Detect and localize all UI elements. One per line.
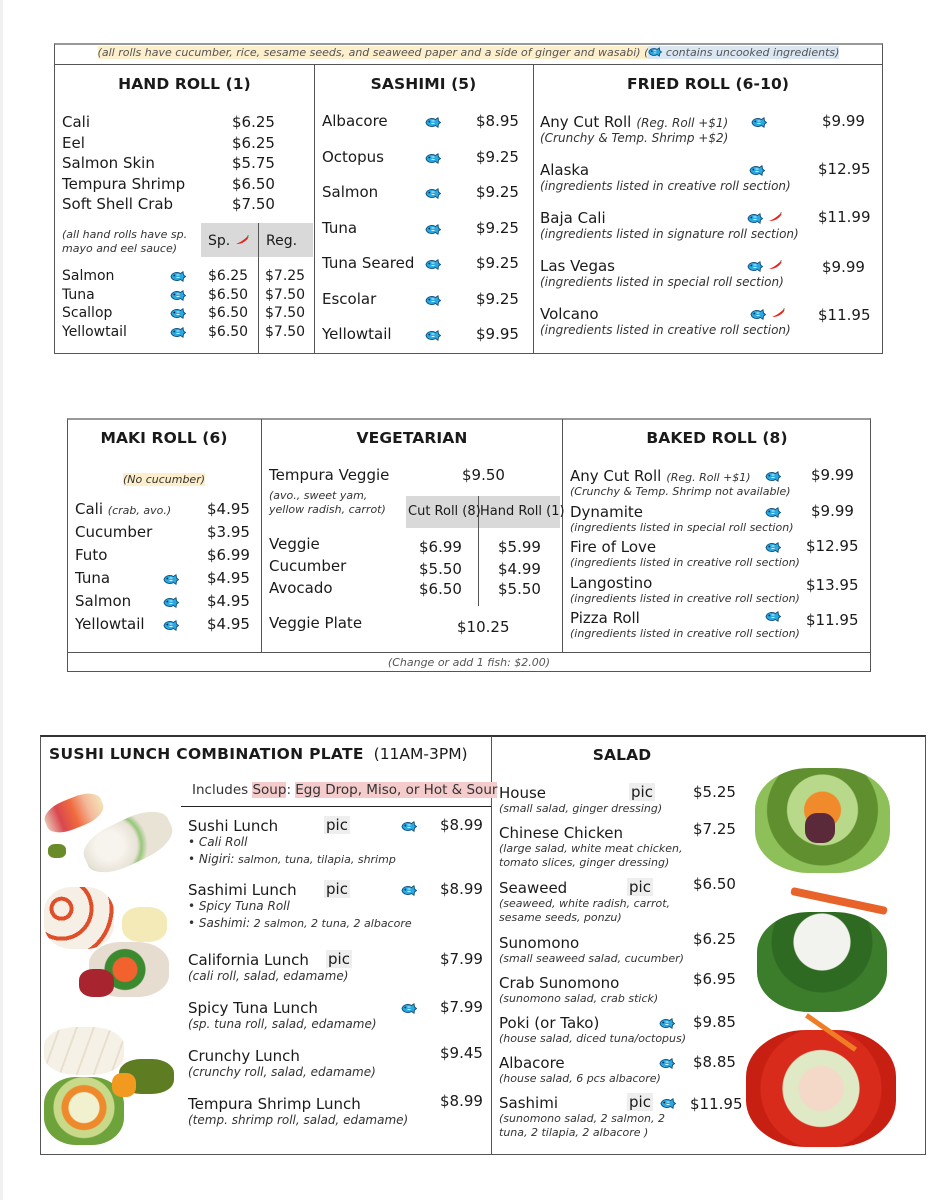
- list-item: [322, 290, 527, 326]
- item-note: (crunchy roll, salad, edamame): [188, 1065, 376, 1079]
- list-item: [62, 286, 312, 305]
- fish-icon: [659, 1018, 675, 1029]
- col-spicy: [208, 233, 249, 249]
- item-note: (ingredients listed in creative roll section): [570, 556, 800, 569]
- item-price: $9.99: [822, 112, 865, 130]
- item-price: $9.85: [693, 1013, 736, 1031]
- hand-price: $5.99: [498, 538, 541, 556]
- fried-roll-title: FRIED ROLL (6-10): [626, 75, 790, 93]
- item-name: Yellowtail: [322, 325, 392, 343]
- item-note: (ingredients listed in signature roll section): [540, 227, 799, 241]
- item-name: Cali: [75, 500, 104, 518]
- pepper-icon: [235, 235, 249, 245]
- california-roll-salad-edamame-photo: [44, 1027, 174, 1147]
- list-item: [322, 148, 527, 184]
- item-name: Avocado: [269, 579, 333, 597]
- salad-list: [499, 783, 749, 1148]
- list-item: [62, 112, 302, 133]
- sashimi-salad-photo: [746, 1025, 896, 1147]
- list-item: [540, 208, 875, 256]
- item-name: Sashimi Lunch: [188, 881, 297, 899]
- list-item: [62, 153, 302, 174]
- item-note: (ingredients listed in special roll section): [540, 275, 784, 289]
- item-name: Tuna: [322, 218, 358, 237]
- col-cut-roll: Cut Roll (8): [408, 504, 481, 519]
- hand-roll-title: HAND ROLL (1): [118, 75, 251, 93]
- item-name: Albacore: [322, 112, 388, 130]
- item-price: $13.95: [806, 575, 859, 594]
- fish-icon: [765, 507, 781, 518]
- item-name: Seaweed: [499, 879, 568, 897]
- list-item: [188, 1094, 488, 1142]
- col-spicy-label: Sp.: [208, 233, 231, 249]
- list-item: [62, 133, 302, 154]
- list-item: [269, 557, 559, 579]
- regular-price: $7.50: [265, 323, 306, 340]
- item-name: Yellowtail: [62, 323, 127, 340]
- item-name: Tuna: [62, 286, 95, 303]
- item-note: (cali roll, salad, edamame): [188, 969, 349, 983]
- item-price: $9.25: [476, 289, 519, 308]
- item-price: $5.25: [693, 783, 736, 801]
- list-item: [75, 615, 255, 638]
- item-name: Crunchy Lunch: [188, 1047, 300, 1065]
- fish-icon: [765, 471, 781, 482]
- soup-includes: [192, 782, 497, 798]
- item-price: $11.95: [690, 1095, 743, 1113]
- notice-text: (all rolls have cucumber, rice, sesame seeds, and seaweed paper and a side of ginger and wasabi) (: [97, 46, 649, 59]
- item-name: Dynamite: [570, 502, 644, 521]
- fish-icon: [401, 821, 417, 832]
- page-edge: [0, 0, 3, 1200]
- spicy-price: $6.50: [208, 305, 249, 321]
- fish-icon: [659, 1058, 675, 1069]
- list-item: [540, 256, 875, 304]
- fish-icon: [163, 574, 179, 585]
- list-item: [75, 569, 255, 592]
- item-price: $9.45: [440, 1044, 483, 1062]
- pic-link[interactable]: pic: [629, 878, 651, 896]
- item-price: $6.25: [232, 113, 275, 131]
- item-name: Volcano: [540, 305, 599, 323]
- fish-icon: [425, 153, 441, 164]
- list-item: [499, 930, 749, 973]
- item-name: Poki (or Tako): [499, 1014, 600, 1032]
- item-note: (Crunchy & Temp. Shrimp not available): [570, 485, 791, 498]
- maki-note-wrap: [67, 468, 261, 487]
- item-name: Any Cut Roll: [540, 113, 632, 131]
- item-name: Sushi Lunch: [188, 817, 279, 835]
- item-note: (large salad, white meat chicken, tomato slices, ginger dressing): [499, 842, 683, 869]
- tempura-veggie-name: Tempura Veggie: [269, 466, 390, 484]
- item-price: $6.95: [693, 970, 736, 988]
- line-label: • Sashimi:: [188, 916, 251, 930]
- item-price: $7.99: [440, 998, 483, 1016]
- seaweed-salad-photo: [752, 887, 892, 1017]
- item-name: Cali: [62, 113, 91, 131]
- item-name: Baja Cali: [540, 209, 606, 227]
- item-price: $8.85: [693, 1053, 736, 1071]
- item-price: $6.25: [693, 930, 736, 948]
- pic-link[interactable]: pic: [629, 1093, 651, 1111]
- divider: [261, 419, 262, 652]
- list-item: [322, 219, 527, 255]
- list-item: [570, 608, 865, 644]
- list-item: [269, 535, 559, 557]
- item-extra: (crab, avo.): [107, 504, 172, 517]
- list-item: [570, 466, 865, 502]
- list-item: [188, 998, 488, 1046]
- hand-roll-fish-list: [62, 267, 312, 341]
- pic-link[interactable]: pic: [631, 783, 653, 801]
- list-item: [75, 592, 255, 615]
- item-price: $8.95: [476, 112, 519, 130]
- list-item: [62, 194, 302, 215]
- list-item: [499, 1013, 749, 1053]
- fish-icon: [425, 330, 441, 341]
- item-price: $3.95: [207, 523, 250, 541]
- fish-icon: [425, 224, 441, 235]
- item-price: $11.95: [818, 306, 871, 324]
- lunch-title: SUSHI LUNCH COMBINATION PLATE: [49, 745, 364, 763]
- item-note: (Crunchy & Temp. Shrimp +$2): [540, 131, 729, 145]
- item-note: (ingredients listed in special roll section): [570, 520, 794, 534]
- item-price: $12.95: [806, 537, 859, 555]
- item-price: $6.25: [232, 133, 275, 152]
- fish-icon: [425, 117, 441, 128]
- list-item: [62, 304, 312, 323]
- includes-soup: Soup: [252, 782, 287, 798]
- item-name: Salmon Skin: [62, 154, 155, 172]
- item-name: Pizza Roll: [570, 609, 640, 627]
- regular-price: $7.50: [265, 305, 306, 321]
- item-name: Any Cut Roll: [570, 467, 662, 485]
- legend-text: contains uncooked ingredients): [665, 46, 840, 59]
- item-name: Eel: [62, 133, 85, 152]
- item-note: (temp. shrimp roll, salad, edamame): [188, 1113, 409, 1127]
- fish-icon: [163, 620, 179, 631]
- item-price: $6.50: [693, 875, 736, 893]
- item-price: $9.25: [476, 254, 519, 272]
- regular-price: $7.50: [265, 286, 306, 303]
- fish-icon: [170, 308, 186, 319]
- fish-icon: [749, 165, 765, 176]
- lunch-list: [188, 816, 488, 1142]
- fish-icon: [170, 271, 186, 282]
- item-price: $5.75: [232, 154, 275, 172]
- vegetarian-footer: (Change or add 1 fish: $2.00): [387, 656, 551, 669]
- fish-icon: [401, 1003, 417, 1014]
- fish-icon: [163, 597, 179, 608]
- includes-colon: :: [286, 782, 296, 798]
- notice-legend: [648, 46, 839, 59]
- item-note: (small seaweed salad, cucumber): [499, 952, 684, 965]
- divider: [314, 64, 315, 354]
- item-name: Cucumber: [269, 557, 347, 575]
- list-item: [540, 112, 875, 160]
- item-name: Octopus: [322, 147, 384, 166]
- fish-icon: [401, 885, 417, 896]
- hand-price: $4.99: [498, 560, 541, 578]
- item-price: $6.50: [232, 174, 275, 193]
- list-item: [62, 323, 312, 342]
- includes-prefix: Includes: [192, 782, 253, 798]
- list-item: [322, 112, 527, 148]
- list-item: [322, 183, 527, 219]
- list-item: [322, 254, 527, 290]
- item-price: $9.25: [476, 147, 519, 166]
- item-name: Futo: [75, 546, 108, 564]
- maki-roll-title: MAKI ROLL (6): [100, 429, 228, 447]
- hand-roll-note: (all hand rolls have sp. mayo and eel sauce): [62, 228, 188, 255]
- item-name: Tempura Shrimp: [62, 174, 186, 193]
- item-name: Sunomono: [499, 934, 580, 952]
- list-item: [499, 970, 749, 1013]
- item-price: $8.99: [440, 1092, 483, 1110]
- list-item: [75, 523, 255, 546]
- item-price: $11.95: [806, 611, 859, 629]
- item-price: $9.25: [476, 183, 519, 201]
- pic-link[interactable]: pic: [326, 816, 348, 834]
- pic-link[interactable]: pic: [328, 950, 350, 968]
- item-price: $7.50: [232, 195, 275, 213]
- fish-icon: [425, 188, 441, 199]
- item-note: (house salad, diced tuna/octopus): [499, 1032, 687, 1045]
- notice-line: [54, 46, 883, 59]
- item-name: Sashimi: [499, 1094, 558, 1112]
- list-item: [499, 820, 749, 878]
- item-name: Veggie: [269, 535, 320, 553]
- list-item: [188, 1046, 488, 1094]
- sashimi-spicy-tuna-photo: [44, 887, 174, 1002]
- item-name: Scallop: [62, 305, 113, 321]
- divider: [533, 64, 534, 354]
- divider: [181, 806, 491, 807]
- item-name: Soft Shell Crab: [62, 195, 174, 213]
- list-item: [188, 816, 488, 880]
- pepper-icon: [768, 212, 782, 222]
- item-name: Crab Sunomono: [499, 974, 620, 992]
- item-price: $11.99: [818, 208, 871, 226]
- item-name: Escolar: [322, 289, 377, 308]
- fish-icon: [170, 327, 186, 338]
- list-item: [570, 502, 865, 538]
- divider: [562, 419, 563, 652]
- veggie-plate-name: Veggie Plate: [269, 614, 363, 632]
- maki-note: (No cucumber): [122, 473, 206, 486]
- list-item: [188, 950, 488, 998]
- lunch-header: [49, 745, 468, 763]
- item-note: (sunomono salad, crab stick): [499, 992, 659, 1005]
- item-name: Cucumber: [75, 523, 153, 541]
- item-name: Langostino: [570, 573, 653, 592]
- item-price: $4.95: [207, 615, 250, 633]
- fish-icon: [747, 261, 763, 272]
- sashimi-list: [322, 112, 527, 361]
- fish-icon: [747, 213, 763, 224]
- item-price: $12.95: [818, 160, 871, 178]
- line-text: 2 salmon, 2 tuna, 2 albacore: [250, 917, 412, 930]
- fish-icon: [751, 117, 767, 128]
- item-line: [188, 914, 488, 931]
- item-price: $6.99: [207, 546, 250, 564]
- list-item: [62, 267, 312, 286]
- item-price: $9.99: [822, 258, 865, 276]
- col-regular: Reg.: [266, 233, 298, 249]
- includes-options: Egg Drop, Miso, or Hot & Sour: [295, 782, 498, 798]
- col-hand-roll: Hand Roll (1): [480, 504, 565, 519]
- salad-title: SALAD: [592, 746, 652, 764]
- item-note: (small salad, ginger dressing): [499, 802, 663, 815]
- list-item: [322, 325, 527, 361]
- item-price: $9.95: [476, 325, 519, 343]
- divider: [68, 652, 870, 653]
- item-note: (ingredients listed in creative roll section): [570, 627, 800, 640]
- item-note: (sp. tuna roll, salad, edamame): [188, 1017, 377, 1031]
- tempura-veggie-note: (avo., sweet yam, yellow radish, carrot): [269, 489, 386, 516]
- list-item: [540, 304, 875, 352]
- item-note: (seaweed, white radish, carrot, sesame seeds, ponzu): [499, 897, 671, 924]
- list-item: [570, 573, 865, 609]
- list-item: [269, 579, 559, 601]
- list-item: [499, 1053, 749, 1093]
- item-line: • Spicy Tuna Roll: [188, 899, 290, 913]
- fish-icon: [750, 309, 766, 320]
- item-name: Albacore: [499, 1054, 565, 1072]
- item-price: $4.95: [207, 592, 250, 610]
- list-item: [75, 546, 255, 569]
- vegetarian-list: [269, 535, 559, 601]
- tempura-veggie-price: $9.50: [462, 466, 505, 484]
- item-price: $9.99: [811, 466, 854, 484]
- item-price: $9.99: [811, 501, 854, 520]
- fish-icon: [765, 611, 781, 622]
- baked-roll-list: [570, 466, 865, 644]
- fish-icon: [765, 542, 781, 553]
- house-salad-photo: [750, 758, 895, 878]
- spicy-price: $6.50: [208, 286, 249, 303]
- vegetarian-title: VEGETARIAN: [356, 429, 468, 447]
- baked-roll-title: BAKED ROLL (8): [646, 429, 788, 447]
- item-name: California Lunch: [188, 951, 309, 969]
- list-item: [62, 174, 302, 195]
- line-text: salmon, tuna, tilapia, shrimp: [234, 853, 396, 866]
- item-name: Salmon: [322, 183, 379, 201]
- item-name: Tuna: [75, 569, 111, 587]
- fish-icon: [425, 295, 441, 306]
- maki-roll-list: [75, 500, 255, 638]
- lunch-hours: (11AM-3PM): [373, 745, 468, 763]
- spicy-price: $6.50: [208, 323, 249, 340]
- fried-roll-list: [540, 112, 875, 352]
- item-name: Chinese Chicken: [499, 824, 623, 842]
- item-price: $7.99: [440, 950, 483, 968]
- item-name: Spicy Tuna Lunch: [188, 999, 318, 1017]
- list-item: [499, 875, 749, 933]
- item-note: (ingredients listed in creative roll section): [570, 591, 800, 605]
- item-note: (ingredients listed in creative roll section): [540, 323, 791, 337]
- item-name: Salmon: [75, 592, 132, 610]
- item-note: (sunomono salad, 2 salmon, 2 tuna, 2 tilapia, 2 albacore ): [499, 1112, 666, 1139]
- item-name: Tuna Seared: [322, 254, 415, 272]
- sushi-nigiri-cali-roll-photo: [44, 778, 174, 878]
- item-price: $7.25: [693, 820, 736, 838]
- item-price: $8.99: [440, 816, 483, 834]
- item-name: Tempura Shrimp Lunch: [188, 1095, 361, 1113]
- sashimi-title: SASHIMI (5): [370, 75, 477, 93]
- veggie-plate-price: $10.25: [457, 618, 510, 636]
- list-item: [540, 160, 875, 208]
- item-name: House: [499, 784, 547, 802]
- divider: [55, 64, 882, 65]
- cut-price: $6.50: [419, 580, 462, 598]
- item-price: $8.99: [440, 880, 483, 898]
- cut-price: $5.50: [419, 560, 462, 578]
- item-name: Las Vegas: [540, 257, 615, 275]
- list-item: [499, 1093, 749, 1148]
- spicy-price: $6.25: [208, 268, 249, 284]
- list-item: [75, 500, 255, 523]
- item-extra: (Reg. Roll +$1): [636, 116, 729, 130]
- item-line: [188, 850, 488, 867]
- fish-icon: [170, 290, 186, 301]
- list-item: [570, 537, 865, 573]
- item-extra: (Reg. Roll +$1): [666, 471, 751, 484]
- item-price: $4.95: [207, 500, 250, 518]
- item-name: Alaska: [540, 161, 590, 179]
- hand-price: $5.50: [498, 580, 541, 598]
- item-price: $4.95: [207, 569, 250, 587]
- pepper-icon: [768, 260, 782, 270]
- item-note: (ingredients listed in creative roll section): [540, 179, 791, 193]
- divider: [491, 736, 492, 1154]
- list-item: [188, 880, 488, 950]
- hand-roll-list: [62, 112, 302, 215]
- regular-price: $7.25: [265, 268, 306, 284]
- line-label: • Nigiri:: [188, 852, 235, 866]
- pepper-icon: [771, 308, 785, 318]
- item-name: Yellowtail: [75, 615, 145, 633]
- item-name: Fire of Love: [570, 538, 657, 556]
- fish-icon: [660, 1098, 676, 1109]
- list-item: [499, 783, 749, 823]
- item-name: Salmon: [62, 268, 115, 284]
- item-note: (house salad, 6 pcs albacore): [499, 1072, 661, 1085]
- pic-link[interactable]: pic: [326, 880, 348, 898]
- item-price: $9.25: [476, 218, 519, 237]
- fish-icon: [648, 47, 662, 57]
- fish-icon: [425, 259, 441, 270]
- item-line: • Cali Roll: [188, 835, 248, 849]
- cut-price: $6.99: [419, 538, 462, 556]
